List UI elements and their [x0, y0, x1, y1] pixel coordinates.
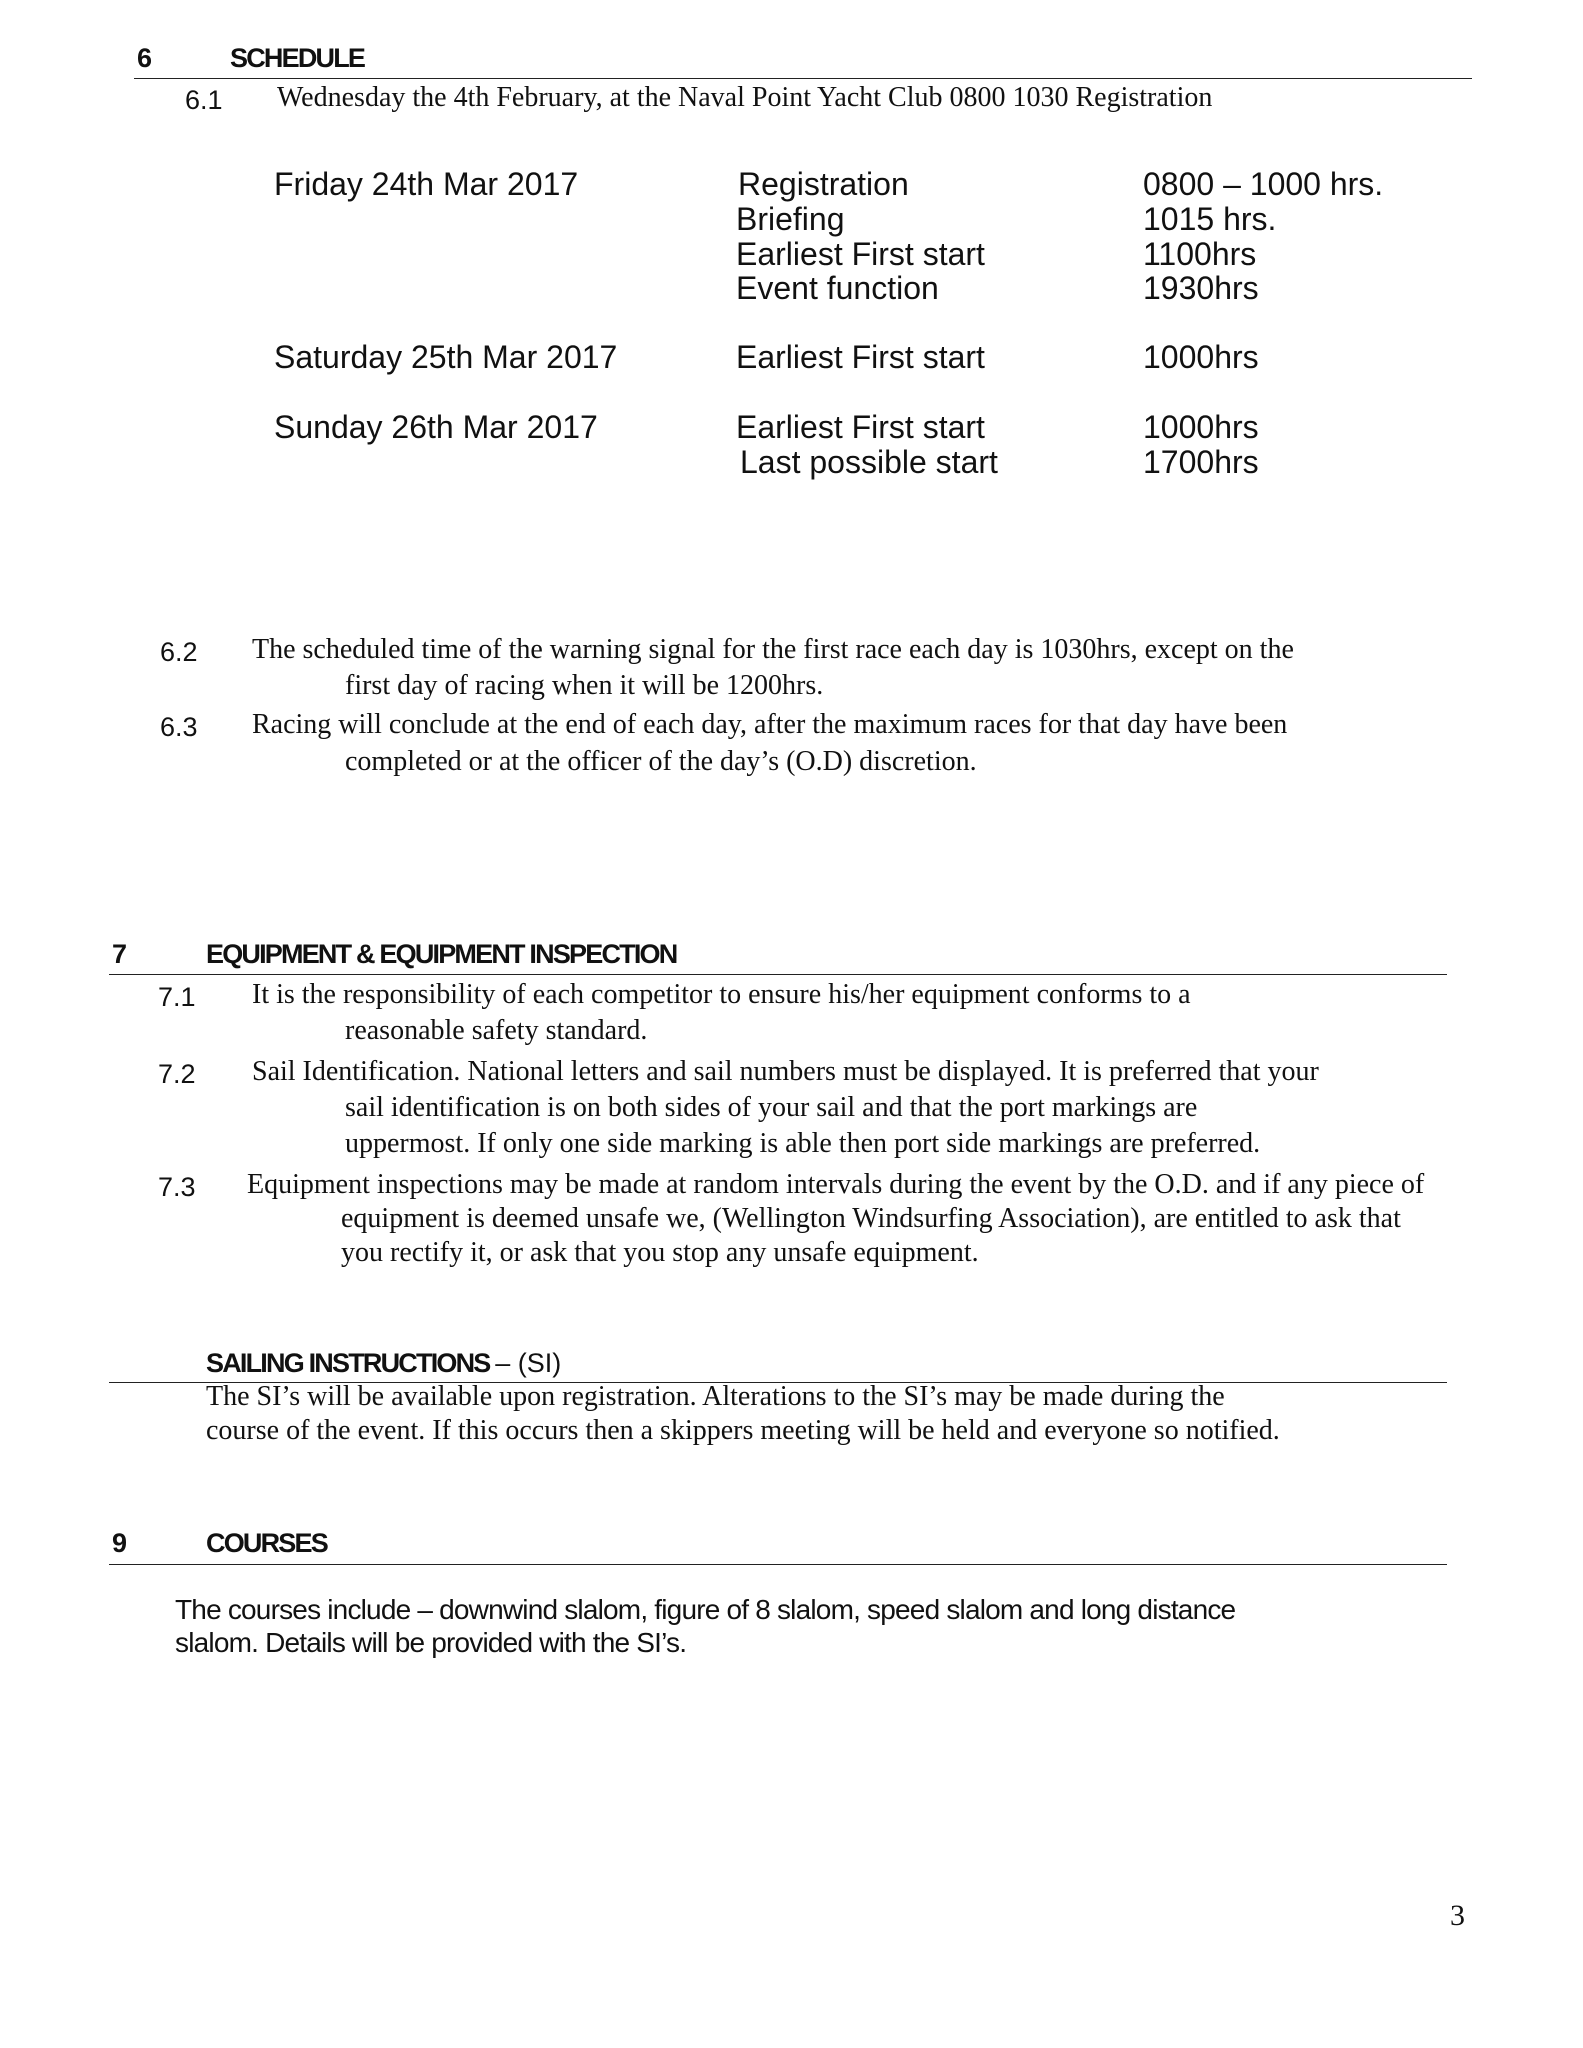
schedule-event: Registration — [738, 166, 909, 202]
schedule-event: Last possible start — [740, 444, 998, 480]
item-7-2-number: 7.2 — [158, 1059, 196, 1089]
section-6-divider — [134, 78, 1472, 79]
schedule-event: Earliest First start — [736, 339, 985, 375]
item-6-3-line1: Racing will conclude at the end of each day, after the maximum races for that day have been — [252, 709, 1288, 740]
item-6-2-line1: The scheduled time of the warning signal for the first race each day is 1030hrs, except on the — [252, 634, 1294, 665]
item-7-1-number: 7.1 — [158, 982, 196, 1012]
section-si-suffix: – (SI) — [495, 1348, 562, 1378]
courses-line1: The courses include – downwind slalom, figure of 8 slalom, speed slalom and long distance — [175, 1594, 1236, 1625]
section-9-number: 9 — [112, 1528, 126, 1558]
schedule-time: 1930hrs — [1143, 270, 1259, 306]
item-7-2-line1: Sail Identification. National letters and sail numbers must be displayed. It is preferred that your — [252, 1056, 1319, 1087]
schedule-time: 1700hrs — [1143, 444, 1259, 480]
section-si-heading — [206, 1348, 561, 1379]
schedule-event: Briefing — [736, 201, 845, 237]
section-9-title: COURSES — [206, 1528, 327, 1558]
section-6-title: SCHEDULE — [230, 43, 365, 73]
schedule-time: 1100hrs — [1143, 236, 1257, 272]
schedule-day-saturday: Saturday 25th Mar 2017 — [274, 339, 618, 375]
item-7-1-line2: reasonable safety standard. — [345, 1015, 648, 1046]
schedule-time: 1000hrs — [1143, 409, 1259, 445]
schedule-time: 1015 hrs. — [1143, 201, 1277, 237]
section-7-number: 7 — [112, 939, 126, 969]
schedule-event: Earliest First start — [736, 409, 985, 445]
section-7-title: EQUIPMENT & EQUIPMENT INSPECTION — [206, 939, 677, 969]
item-6-3-number: 6.3 — [160, 712, 198, 742]
schedule-day-friday: Friday 24th Mar 2017 — [274, 166, 579, 202]
item-6-2-number: 6.2 — [160, 637, 198, 667]
item-7-2-line2: sail identification is on both sides of your sail and that the port markings are — [345, 1092, 1198, 1123]
page-number: 3 — [1450, 1899, 1465, 1932]
item-7-2-line3: uppermost. If only one side marking is able then port side markings are preferred. — [345, 1128, 1261, 1159]
item-6-2-line2: first day of racing when it will be 1200hrs. — [345, 670, 824, 701]
courses-line2: slalom. Details will be provided with the SI’s. — [175, 1627, 687, 1658]
item-7-3-line1: Equipment inspections may be made at random intervals during the event by the O.D. and if any piece of — [247, 1169, 1425, 1200]
item-7-3-line2: equipment is deemed unsafe we, (Wellington Windsurfing Association), are entitled to ask that — [341, 1203, 1401, 1234]
item-6-1-number: 6.1 — [185, 85, 223, 115]
schedule-event: Earliest First start — [736, 236, 985, 272]
item-7-3-number: 7.3 — [158, 1172, 196, 1202]
item-6-3-line2: completed or at the officer of the day’s (O.D) discretion. — [345, 746, 977, 777]
si-line1: The SI’s will be available upon registration. Alterations to the SI’s may be made during the — [206, 1381, 1225, 1412]
schedule-event: Event function — [736, 270, 939, 306]
schedule-time: 1000hrs — [1143, 339, 1259, 375]
section-9-divider — [109, 1564, 1447, 1565]
item-7-3-line3: you rectify it, or ask that you stop any unsafe equipment. — [341, 1237, 979, 1268]
section-si-title: SAILING INSTRUCTIONS — [206, 1348, 490, 1378]
section-7-divider — [109, 974, 1447, 975]
section-6-number: 6 — [137, 43, 151, 73]
item-7-1-line1: It is the responsibility of each competitor to ensure his/her equipment conforms to a — [252, 979, 1191, 1010]
si-line2: course of the event. If this occurs then a skippers meeting will be held and everyone so notified. — [206, 1415, 1280, 1446]
schedule-time: 0800 – 1000 hrs. — [1143, 166, 1384, 202]
schedule-day-sunday: Sunday 26th Mar 2017 — [274, 409, 598, 445]
item-6-1-text: Wednesday the 4th February, at the Naval Point Yacht Club 0800 1030 Registration — [277, 82, 1213, 113]
